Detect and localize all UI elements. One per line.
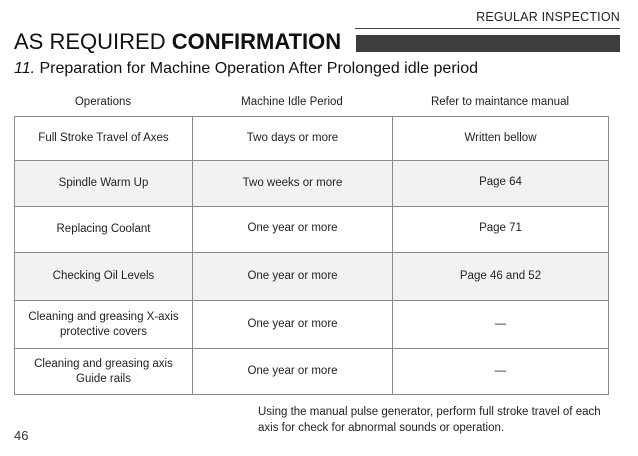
title-bar-decoration — [356, 35, 620, 52]
subtitle-number: 11. — [14, 60, 36, 77]
title-light: AS REQUIRED — [14, 29, 172, 54]
period-cell: One year or more — [193, 349, 393, 394]
page-title — [14, 29, 341, 55]
page-subtitle — [14, 60, 478, 78]
table-row — [14, 301, 609, 349]
period-cell: One year or more — [193, 253, 393, 300]
column-header-idle-period: Machine Idle Period — [241, 96, 343, 108]
table-row — [14, 349, 609, 395]
column-header-operations: Operations — [74, 96, 132, 108]
section-label: REGULAR INSPECTION — [476, 10, 620, 24]
table-row — [14, 116, 609, 161]
page-number: 46 — [14, 428, 29, 443]
period-cell: One year or more — [193, 207, 393, 252]
period-cell: One year or more — [193, 301, 393, 348]
subtitle-text: Preparation for Machine Operation After Prolonged idle period — [35, 60, 478, 77]
reference-cell: Page 64 — [479, 176, 522, 188]
reference-cell: Written bellow — [464, 132, 537, 144]
inspection-table — [14, 116, 609, 395]
reference-cell: — — [494, 318, 507, 330]
period-cell: Two weeks or more — [193, 161, 393, 206]
operation-cell: Spindle Warm Up — [15, 161, 193, 206]
table-row — [14, 253, 609, 301]
footnote: Using the manual pulse generator, perform full stroke travel of each axis for check for abnormal sounds or operation. — [258, 406, 601, 434]
reference-cell: Page 71 — [479, 222, 522, 234]
column-header-reference: Refer to maintance manual — [430, 96, 570, 108]
operation-cell: Replacing Coolant — [15, 207, 193, 252]
operation-cell: Cleaning and greasing X-axis protective covers — [15, 301, 193, 348]
table-row — [14, 161, 609, 207]
operation-cell: Full Stroke Travel of Axes — [15, 117, 193, 160]
period-cell: Two days or more — [193, 117, 393, 160]
operation-cell: Cleaning and greasing axis Guide rails — [15, 349, 193, 394]
header-rule — [355, 28, 620, 29]
table-row — [14, 207, 609, 253]
reference-cell: Page 46 and 52 — [459, 270, 542, 282]
title-bold: CONFIRMATION — [171, 29, 342, 54]
reference-cell: — — [494, 365, 507, 377]
operation-cell: Checking Oil Levels — [15, 253, 193, 300]
